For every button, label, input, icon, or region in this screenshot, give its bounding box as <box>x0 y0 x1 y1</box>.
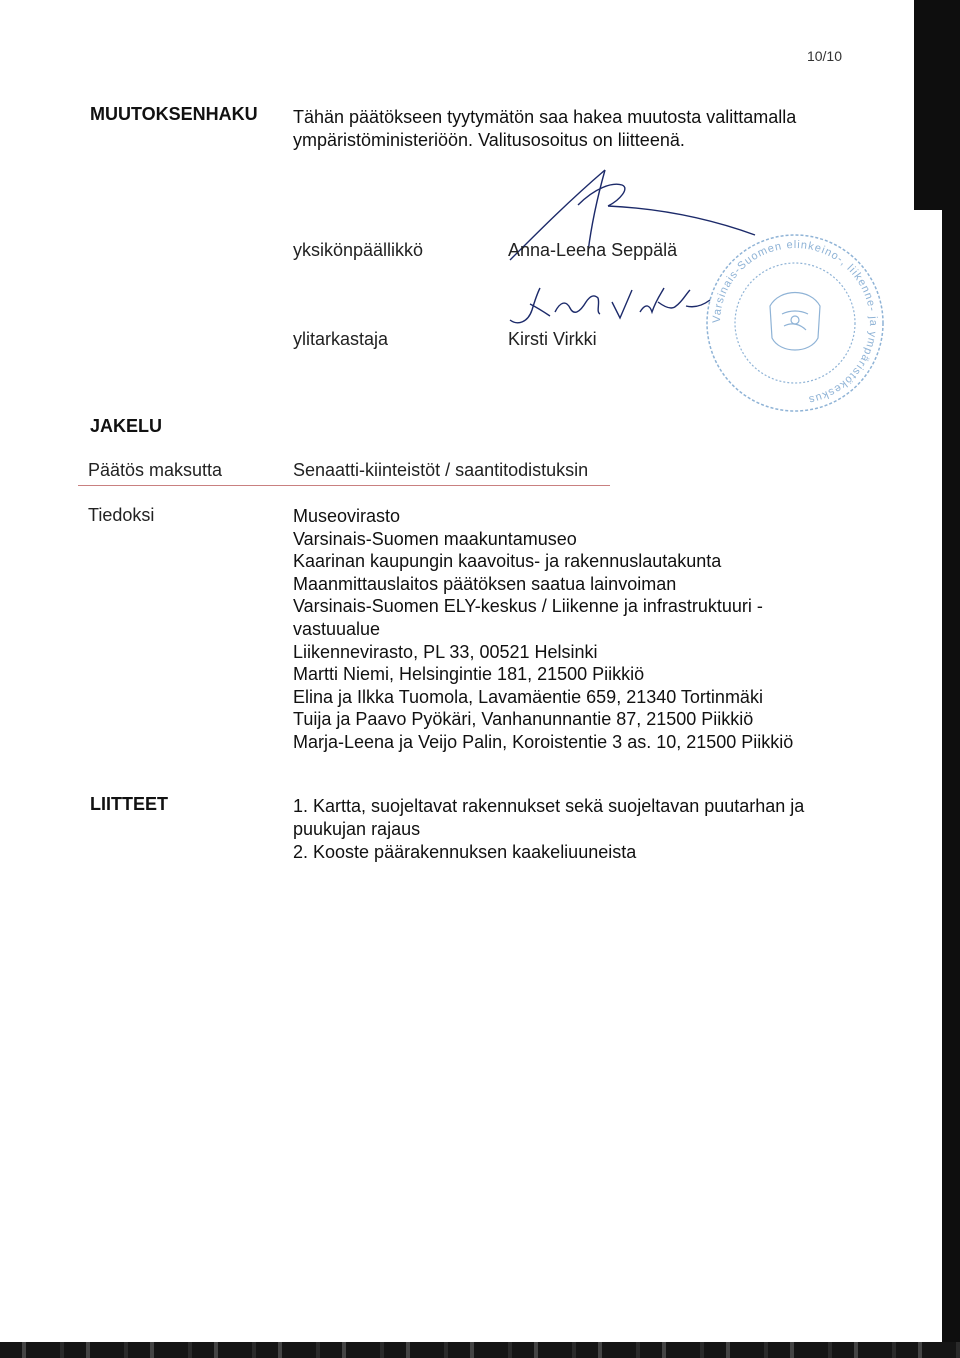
signer-name: Anna-Leena Seppälä <box>508 240 678 260</box>
list-item: Varsinais-Suomen ELY-keskus / Liikenne ja infrastruktuuri - <box>293 596 763 617</box>
appeal-heading: MUUTOKSENHAKU <box>90 104 258 124</box>
attachments-heading: LIITTEET <box>90 794 168 814</box>
appeal-text: Tähän päätökseen tyytymätön saa hakea muutosta valittamalla ympäristöministeriöön. Valitusosoitus on liitteenä. <box>293 107 797 150</box>
paid-label: Päätös maksutta <box>88 460 223 480</box>
list-item: 2. Kooste päärakennuksen kaakeliuuneista <box>293 842 637 862</box>
paid-recipient: Senaatti-kiinteistöt / saantitodistuksin <box>293 460 589 480</box>
list-item: vastuualue <box>293 618 381 639</box>
list-item: Elina ja Ilkka Tuomola, Lavamäentie 659, 21340 Tortinmäki <box>293 686 763 707</box>
stamp-text: Varsinais-Suomen elinkeino-, liikenne- ja ympäristökeskus <box>710 238 880 406</box>
list-item: Museovirasto <box>293 506 401 526</box>
distribution-heading: JAKELU <box>90 416 163 436</box>
signer-role: yksikönpäällikkö <box>293 240 424 260</box>
list-item: Liikennevirasto, PL 33, 00521 Helsinki <box>293 641 598 662</box>
list-item: Marja-Leena ja Veijo Palin, Koroistentie 3 as. 10, 21500 Piikkiö <box>293 731 794 752</box>
copies-recipient-list <box>293 505 863 754</box>
list-item: Maanmittauslaitos päätöksen saatua lainvoiman <box>293 573 677 594</box>
list-item: Kaarinan kaupungin kaavoitus- ja rakennuslautakunta <box>293 551 722 572</box>
signer-role: ylitarkastaja <box>293 329 389 349</box>
official-stamp <box>700 228 890 418</box>
copies-label: Tiedoksi <box>88 505 155 525</box>
svg-text:Varsinais-Suomen elinkeino-, l <box>711 239 879 406</box>
scan-edge-bottom <box>0 1342 960 1358</box>
list-item: Martti Niemi, Helsingintie 181, 21500 Piikkiö <box>293 664 645 685</box>
page-number: 10/10 <box>806 48 842 64</box>
signer-name: Kirsti Virkki <box>508 329 597 349</box>
list-item: Tuija ja Paavo Pyökäri, Vanhanunnantie 87, 21500 Piikkiö <box>293 709 754 730</box>
attachments-list <box>293 795 863 864</box>
scan-edge-tab <box>914 0 960 210</box>
list-item: 1. Kartta, suojeltavat rakennukset sekä suojeltavan puutarhan ja puukujan rajaus <box>293 796 805 839</box>
signature-kirsti-virkki <box>500 282 720 332</box>
list-item: Varsinais-Suomen maakuntamuseo <box>293 528 577 549</box>
divider-line <box>78 485 610 486</box>
lion-emblem-icon <box>770 293 820 351</box>
